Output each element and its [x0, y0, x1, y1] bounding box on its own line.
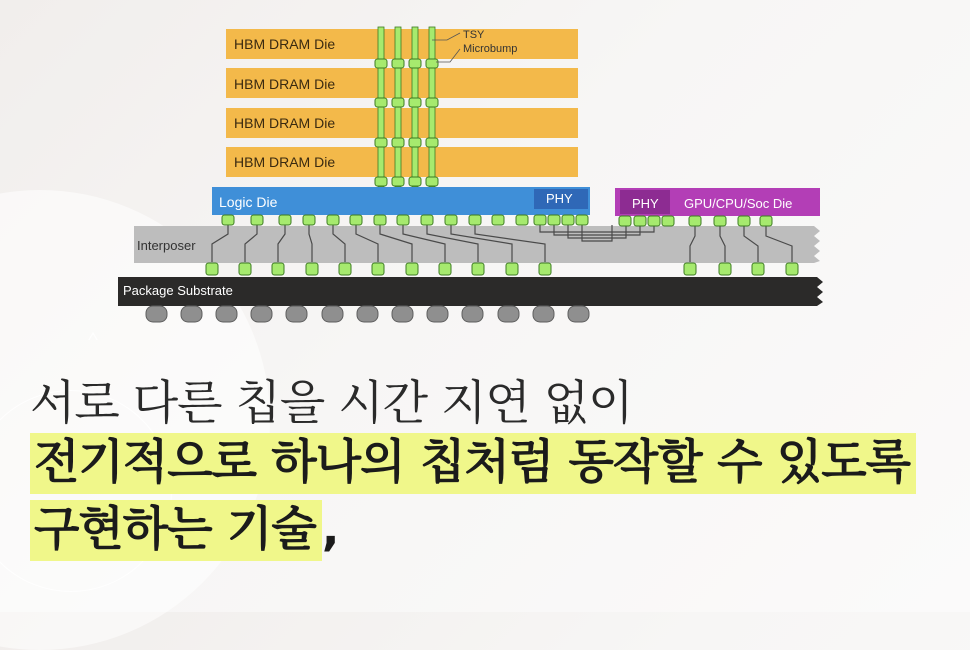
microbump	[375, 98, 387, 107]
microbump	[426, 177, 438, 186]
solder-ball	[357, 306, 378, 322]
microbump	[426, 138, 438, 147]
c4-bump	[372, 263, 384, 275]
microbump	[516, 215, 528, 225]
c4-bump	[406, 263, 418, 275]
solder-ball	[181, 306, 202, 322]
interposer	[134, 226, 820, 263]
background-triangle	[80, 333, 106, 340]
logic-die-label: Logic Die	[219, 194, 278, 210]
microbump	[409, 138, 421, 147]
interposer-label: Interposer	[137, 238, 196, 253]
microbump	[421, 215, 433, 225]
caption-line-1: 서로 다른 칩을 시간 지연 없이	[30, 376, 633, 431]
microbump	[279, 215, 291, 225]
microbump	[548, 215, 560, 225]
hbm-die-label-4: HBM DRAM Die	[234, 154, 336, 170]
microbump	[634, 216, 646, 226]
microbump	[409, 98, 421, 107]
c4-bump	[506, 263, 518, 275]
microbump	[445, 215, 457, 225]
logic-phy-label: PHY	[546, 191, 573, 206]
microbump	[350, 215, 362, 225]
hbm-die-label-2: HBM DRAM Die	[234, 76, 336, 92]
c4-bump	[539, 263, 551, 275]
solder-ball	[427, 306, 448, 322]
caption-comma: ,	[321, 502, 339, 557]
microbump	[327, 215, 339, 225]
solder-ball	[568, 306, 589, 322]
c4-bump	[206, 263, 218, 275]
microbump	[409, 177, 421, 186]
c4-bump	[786, 263, 798, 275]
solder-ball	[533, 306, 554, 322]
gpu-die-label: GPU/CPU/Soc Die	[684, 196, 793, 211]
tsv-label: TSY	[463, 29, 485, 41]
microbump	[714, 216, 726, 226]
solder-ball	[498, 306, 519, 322]
microbump	[662, 216, 674, 226]
c4-bump	[239, 263, 251, 275]
microbump	[392, 59, 404, 68]
solder-ball	[286, 306, 307, 322]
microbump	[397, 215, 409, 225]
c4-bump	[272, 263, 284, 275]
solder-ball	[251, 306, 272, 322]
microbump	[469, 215, 481, 225]
microbump	[375, 177, 387, 186]
microbump	[409, 59, 421, 68]
microbump	[492, 215, 504, 225]
c4-bump	[684, 263, 696, 275]
c4-bump	[439, 263, 451, 275]
gpu-phy-label: PHY	[632, 196, 659, 211]
microbump	[374, 215, 386, 225]
hbm-die-label-3: HBM DRAM Die	[234, 115, 336, 131]
caption-highlight-3: 구현하는 기술	[30, 500, 322, 561]
microbump	[392, 98, 404, 107]
microbump	[689, 216, 701, 226]
solder-ball	[146, 306, 167, 322]
microbump	[251, 215, 263, 225]
substrate-label: Package Substrate	[123, 283, 233, 298]
microbump	[426, 59, 438, 68]
caption-line-3	[30, 492, 339, 559]
caption-line-2	[30, 425, 916, 492]
microbump	[375, 138, 387, 147]
solder-ball	[216, 306, 237, 322]
microbump	[562, 215, 574, 225]
microbump	[760, 216, 772, 226]
microbump	[222, 215, 234, 225]
microbump	[738, 216, 750, 226]
c4-bump	[752, 263, 764, 275]
c4-bump	[306, 263, 318, 275]
solder-ball	[322, 306, 343, 322]
microbump-label: Microbump	[463, 43, 518, 55]
solder-ball	[462, 306, 483, 322]
microbump	[392, 177, 404, 186]
solder-ball	[392, 306, 413, 322]
c4-bump	[719, 263, 731, 275]
microbump	[534, 215, 546, 225]
microbump	[648, 216, 660, 226]
microbump	[576, 215, 588, 225]
microbump	[392, 138, 404, 147]
microbump	[619, 216, 631, 226]
microbump	[303, 215, 315, 225]
c4-bump	[339, 263, 351, 275]
hbm-die-label-1: HBM DRAM Die	[234, 36, 336, 52]
microbump	[375, 59, 387, 68]
c4-bump	[472, 263, 484, 275]
caption-highlight-2: 전기적으로 하나의 칩처럼 동작할 수 있도록	[30, 433, 916, 494]
microbump	[426, 98, 438, 107]
